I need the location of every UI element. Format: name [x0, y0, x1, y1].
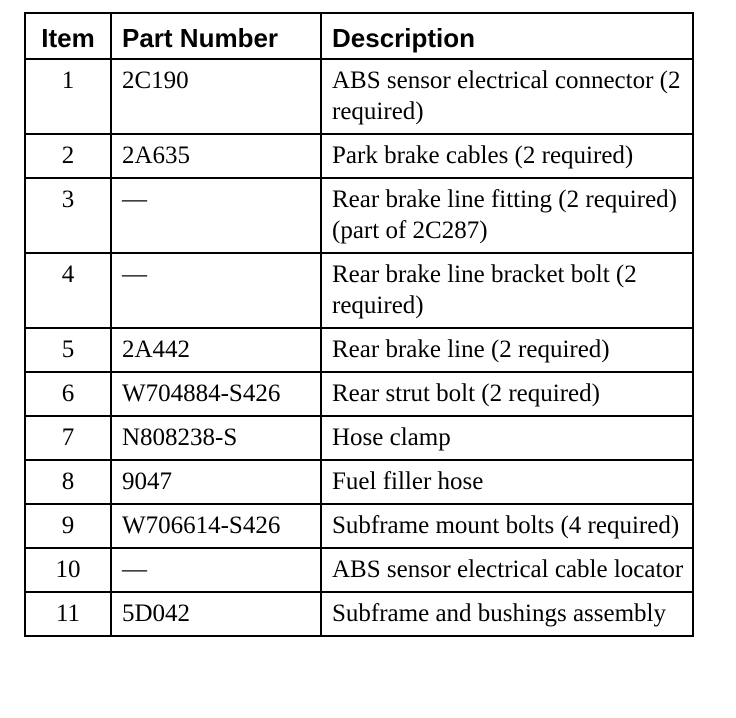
parts-table — [24, 12, 694, 637]
table-row — [25, 460, 693, 504]
item-cell: 7 — [25, 416, 111, 460]
item-cell: 1 — [25, 59, 111, 134]
table-row — [25, 548, 693, 592]
item-cell: 5 — [25, 328, 111, 372]
item-cell: 8 — [25, 460, 111, 504]
part-number-cell: 5D042 — [111, 592, 321, 636]
description-cell: ABS sensor electrical cable locator — [321, 548, 693, 592]
header-item: Item — [25, 13, 111, 59]
item-cell: 9 — [25, 504, 111, 548]
part-number-cell: — — [111, 548, 321, 592]
table-row — [25, 59, 693, 134]
part-number-cell: 2A442 — [111, 328, 321, 372]
table-row — [25, 372, 693, 416]
table-row — [25, 416, 693, 460]
description-cell: Rear strut bolt (2 required) — [321, 372, 693, 416]
table-row — [25, 134, 693, 178]
part-number-cell: — — [111, 178, 321, 253]
description-cell: Hose clamp — [321, 416, 693, 460]
table-row — [25, 328, 693, 372]
header-part-number: Part Number — [111, 13, 321, 59]
item-cell: 4 — [25, 253, 111, 328]
part-number-cell: — — [111, 253, 321, 328]
parts-table-container — [24, 12, 692, 637]
table-row — [25, 504, 693, 548]
table-row — [25, 592, 693, 636]
part-number-cell: N808238-S — [111, 416, 321, 460]
part-number-cell: 2C190 — [111, 59, 321, 134]
description-cell: Subframe and bushings assembly — [321, 592, 693, 636]
table-row — [25, 178, 693, 253]
description-cell: ABS sensor electrical connector (2 required) — [321, 59, 693, 134]
description-cell: Rear brake line bracket bolt (2 required) — [321, 253, 693, 328]
part-number-cell: 9047 — [111, 460, 321, 504]
description-cell: Rear brake line fitting (2 required) (part of 2C287) — [321, 178, 693, 253]
header-description: Description — [321, 13, 693, 59]
part-number-cell: W704884-S426 — [111, 372, 321, 416]
item-cell: 3 — [25, 178, 111, 253]
item-cell: 10 — [25, 548, 111, 592]
item-cell: 11 — [25, 592, 111, 636]
part-number-cell: W706614-S426 — [111, 504, 321, 548]
header-row — [25, 13, 693, 59]
description-cell: Subframe mount bolts (4 required) — [321, 504, 693, 548]
description-cell: Park brake cables (2 required) — [321, 134, 693, 178]
description-cell: Fuel filler hose — [321, 460, 693, 504]
description-cell: Rear brake line (2 required) — [321, 328, 693, 372]
table-row — [25, 253, 693, 328]
part-number-cell: 2A635 — [111, 134, 321, 178]
item-cell: 2 — [25, 134, 111, 178]
item-cell: 6 — [25, 372, 111, 416]
